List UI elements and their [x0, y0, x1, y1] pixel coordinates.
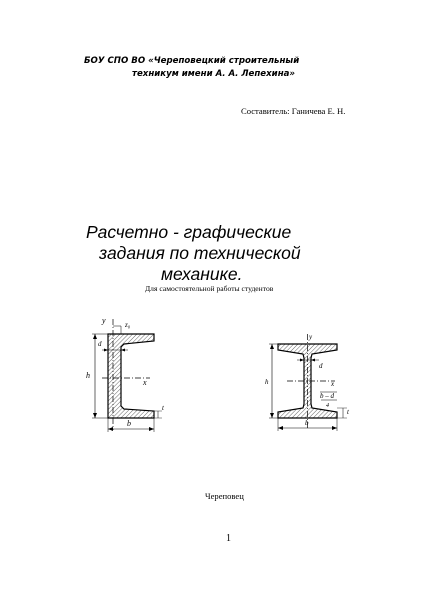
ibeam-label-bd: b – d — [320, 392, 334, 400]
title-line-3: механике. — [161, 264, 243, 284]
channel-label-t: t — [162, 404, 164, 412]
channel-label-b: b — [127, 419, 131, 428]
ibeam-label-h: h — [265, 378, 269, 386]
title-line-2: задания по технической — [99, 243, 301, 263]
ibeam-label-y: y — [309, 333, 313, 341]
compiler-line: Составитель: Ганичева Е. Н. — [241, 106, 346, 116]
title-line-1: Расчетно - графические — [86, 222, 292, 242]
organization-name — [84, 55, 364, 81]
organization-line-1: БОУ СПО ВО «Череповецкий строительный — [84, 56, 300, 66]
ibeam-section-figure — [265, 330, 365, 435]
channel-label-h: h — [86, 371, 90, 380]
channel-label-y: y — [102, 316, 106, 325]
organization-line-2: техникум имени А. А. Лепехина» — [132, 69, 296, 79]
channel-section-figure — [80, 310, 180, 435]
document-title — [86, 222, 386, 285]
ibeam-label-4: 4 — [326, 403, 329, 409]
channel-label-x: x — [143, 378, 147, 387]
channel-label-d: d — [98, 340, 102, 348]
document-subtitle: Для самостоятельной работы студентов — [145, 284, 274, 293]
ibeam-label-b: b — [305, 419, 309, 427]
ibeam-label-t: t — [347, 408, 349, 416]
channel-label-z0: z₀ — [125, 321, 131, 329]
ibeam-label-d: d — [319, 362, 323, 370]
ibeam-label-x: x — [331, 380, 335, 388]
city-name: Череповец — [205, 491, 244, 501]
page-number: 1 — [226, 533, 231, 544]
channel-section-shape — [108, 334, 154, 418]
